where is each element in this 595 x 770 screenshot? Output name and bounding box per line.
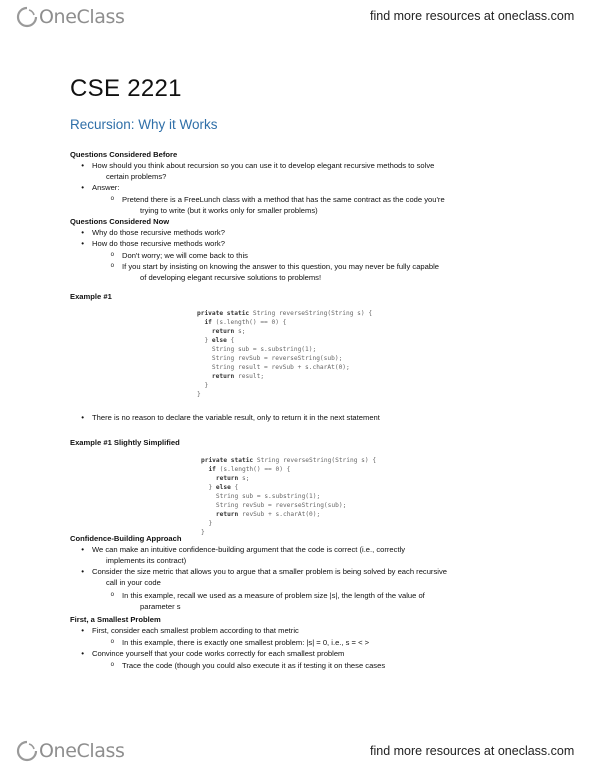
footer-logo[interactable] — [16, 740, 124, 762]
code-line: } — [197, 391, 201, 398]
list-item: • How should you think about recursion so you can use it to develop elegant recursive methods to solve — [70, 160, 434, 171]
footer-promo-link[interactable]: find more resources at oneclass.com — [370, 744, 575, 758]
code-line: String result = revSub + s.charAt(0); — [211, 364, 350, 371]
sub-list-item: o If you start by insisting on knowing the answer to this question, you may never be fully capable — [70, 261, 439, 272]
sub-list-item: o Trace the code (though you could also execute it as if testing it on these cases — [70, 660, 385, 671]
sub-list-item: o In this example, recall we used as a measure of problem size |s|, the length of the value of — [70, 590, 425, 601]
code-line: return result; — [211, 373, 265, 380]
bullet-icon: • — [81, 649, 84, 658]
list-item: • Consider the size metric that allows you to argue that a smaller problem is being solved by each recursive — [70, 566, 447, 577]
header-promo-link[interactable]: find more resources at oneclass.com — [370, 9, 575, 23]
list-item: • How do those recursive methods work? — [70, 238, 225, 249]
code-line: private static String reverseString(String s) { — [197, 310, 373, 317]
bullet-icon: • — [81, 567, 84, 576]
code-line: String revSub = reverseString(sub); — [211, 355, 343, 362]
page-subtitle: Recursion: Why it Works — [70, 117, 218, 132]
list-item-continuation: implements its contract) — [106, 556, 187, 565]
sub-list-item: o Don't worry; we will come back to this — [70, 250, 248, 261]
page-title: CSE 2221 — [70, 75, 182, 102]
footer-logo-text: OneClass — [39, 740, 125, 762]
section-heading: Confidence-Building Approach — [70, 534, 182, 543]
oneclass-logo-icon — [16, 740, 38, 762]
sub-bullet-icon: o — [110, 252, 114, 258]
sub-list-item-continuation: of developing elegant recursive solutions to problems! — [140, 273, 322, 282]
bullet-icon: • — [81, 161, 84, 170]
code-line: if (s.length() == 0) { — [208, 466, 291, 473]
list-item: • We can make an intuitive confidence-building argument that the code is correct (i.e., correctly — [70, 544, 405, 555]
sub-bullet-icon: o — [110, 639, 114, 645]
code-line: if (s.length() == 0) { — [204, 319, 287, 326]
code-line: } — [201, 529, 205, 536]
list-item: • Answer: — [70, 182, 119, 193]
code-line: return s; — [215, 475, 250, 482]
bullet-icon: • — [81, 545, 84, 554]
list-item: • Why do those recursive methods work? — [70, 227, 225, 238]
list-item-continuation: certain problems? — [106, 172, 167, 181]
code-line: private static String reverseString(String s) { — [201, 457, 377, 464]
list-item-continuation: call in your code — [106, 578, 161, 587]
sub-list-item-continuation: trying to write (but it works only for smaller problems) — [140, 206, 318, 215]
code-line: return s; — [211, 328, 246, 335]
code-line: } else { — [204, 337, 235, 344]
bullet-icon: • — [81, 183, 84, 192]
section-heading: Questions Considered Now — [70, 217, 170, 226]
section-heading: Example #1 Slightly Simplified — [70, 438, 180, 447]
list-item: • First, consider each smallest problem according to that metric — [70, 625, 299, 636]
code-line: return revSub + s.charAt(0); — [215, 511, 321, 518]
section-heading: First, a Smallest Problem — [70, 615, 161, 624]
bullet-icon: • — [81, 228, 84, 237]
bullet-icon: • — [81, 413, 84, 422]
bullet-icon: • — [81, 239, 84, 248]
code-line: } else { — [208, 484, 239, 491]
document-body — [70, 0, 550, 770]
code-block — [197, 300, 372, 417]
sub-bullet-icon: o — [110, 592, 114, 598]
oneclass-logo-icon — [16, 6, 38, 28]
sub-bullet-icon: o — [110, 662, 114, 668]
code-block — [201, 447, 376, 555]
code-line: } — [204, 382, 209, 389]
sub-list-item: o Pretend there is a FreeLunch class with a method that has the same contract as the code you're — [70, 194, 445, 205]
code-line: String revSub = reverseString(sub); — [215, 502, 347, 509]
list-item: • Convince yourself that your code works correctly for each smallest problem — [70, 648, 344, 659]
list-item: • There is no reason to declare the variable result, only to return it in the next statement — [70, 412, 380, 423]
section-heading: Example #1 — [70, 292, 112, 301]
code-line: String sub = s.substring(1); — [215, 493, 321, 500]
section-heading: Questions Considered Before — [70, 150, 178, 159]
sub-bullet-icon: o — [110, 263, 114, 269]
sub-bullet-icon: o — [110, 196, 114, 202]
bullet-icon: • — [81, 626, 84, 635]
sub-list-item-continuation: parameter s — [140, 602, 181, 611]
code-line: } — [208, 520, 213, 527]
code-line: String sub = s.substring(1); — [211, 346, 317, 353]
header-logo-text: OneClass — [39, 6, 125, 28]
sub-list-item: o In this example, there is exactly one smallest problem: |s| = 0, i.e., s = < > — [70, 637, 369, 648]
